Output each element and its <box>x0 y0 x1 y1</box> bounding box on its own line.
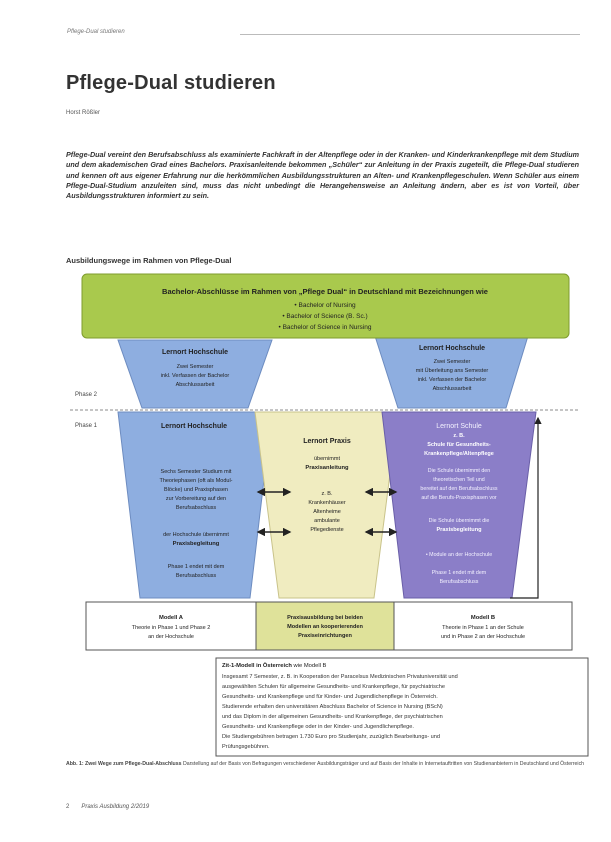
model-a-line: Theorie in Phase 1 und Phase 2 <box>131 625 211 631</box>
infobox-line: Gesundheits- und Krankenpflege oder in der Kinder- und Jugendlichenpflege. <box>222 724 414 730</box>
center-bold: Praxisanleitung <box>305 465 349 471</box>
left-bottom-line: der Hochschule übernimmt <box>163 532 229 538</box>
banner-item: • Bachelor of Science (B. Sc.) <box>282 313 368 320</box>
article-title: Pflege-Dual studieren <box>66 72 276 94</box>
left-top-line: Zwei Semester <box>176 364 214 370</box>
left-bottom-line: Blöcke) und Praxisphasen <box>164 487 228 493</box>
right-bottom-line: auf die Berufs-Praxisphasen vor <box>421 495 497 501</box>
model-b-line: Theorie in Phase 1 an der Schule <box>442 625 524 631</box>
praxis-model-line: Praxiseinrichtungen <box>298 633 352 639</box>
left-top-line: Abschlussarbeit <box>175 382 215 388</box>
right-bottom-line: theoretischen Teil und <box>433 477 485 483</box>
left-bottom-bold: Praxisbegleitung <box>172 541 220 547</box>
right-top-line: inkl. Verfassen der Bachelor <box>417 377 487 383</box>
left-top-title: Lernort Hochschule <box>161 349 229 356</box>
praxis-model-line: Praxisausbildung bei beiden <box>287 615 363 621</box>
left-top-line: inkl. Verfassen der Bachelor <box>160 373 230 379</box>
right-bottom-bold-line: Krankenpflege/Altenpflege <box>424 451 494 457</box>
right-top-line: Abschlussarbeit <box>432 386 472 392</box>
banner-item: • Bachelor of Nursing <box>294 302 356 309</box>
center-line: ambulante <box>314 518 340 524</box>
left-bottom-title: Lernort Hochschule <box>160 423 228 430</box>
center-line: Altenheime <box>313 509 341 515</box>
center-line: Krankenhäuser <box>308 500 346 506</box>
right-top-line: Zwei Semester <box>433 359 471 365</box>
left-bottom-line: Theoriephasen (oft als Modul- <box>159 478 233 484</box>
infobox-title-line <box>222 662 327 669</box>
center-line: z. B. <box>321 491 333 497</box>
right-bottom-line: Berufsabschluss <box>439 579 479 585</box>
left-bottom-line: Berufsabschluss <box>175 505 217 511</box>
model-b-line: Modell B <box>470 615 496 621</box>
model-a-line: Modell A <box>159 615 183 621</box>
infobox-line: Prüfungsgebühren. <box>222 744 270 750</box>
right-bottom-title: Lernort Schule <box>436 423 482 430</box>
banner-item: • Bachelor of Science in Nursing <box>278 324 372 331</box>
left-bottom-line: Sechs Semester Studium mit <box>160 469 232 475</box>
infobox-line: Die Studiengebühren betragen 1.730 Euro pro Studienjahr, zuzüglich Bearbeitungs- und <box>222 734 440 740</box>
model-a-line: an der Hochschule <box>148 634 194 640</box>
page-footer <box>66 804 149 810</box>
infobox-line: Studierende erhalten den universitären Abschluss Bachelor of Science in Nursing (BScN) <box>222 704 443 710</box>
center-title: Lernort Praxis <box>303 438 351 445</box>
left-bottom-line: Phase 1 endet mit dem <box>167 564 225 570</box>
left-bottom-line: Berufsabschluss <box>175 573 217 579</box>
right-top-title: Lernort Hochschule <box>418 345 486 352</box>
infobox-line: ausgewählten Schulen für allgemeine Gesundheits- und Krankenpflege, für psychiatrische <box>222 684 445 690</box>
right-bottom-bold-line: Schule für Gesundheits- <box>427 442 491 448</box>
right-bottom-line: Die Schule übernimmt den <box>427 468 491 474</box>
caption-label: Abb. 1: Zwei Wege zum Pflege-Dual-Abschluss <box>66 761 182 767</box>
banner-title: Bachelor-Abschlüsse im Rahmen von „Pflege Dual“ in Deutschland mit Bezeichnungen wie <box>162 287 488 296</box>
right-bottom-line: Phase 1 endet mit dem <box>431 570 487 576</box>
intro-paragraph: Pflege-Dual vereint den Berufsabschluss als examinierte Fachkraft in der Altenpflege oder in der Kranken- und Kinderkrankenpflege mit dem Studium und dem akademischen Grad eines Bachelors. Praxisanleitende bekommen „Schüler“ zur Anleitung in der Praxis zugeteilt, die Pflege-Dual studieren und kennen oft aus eigener Erfahrung nur die herkömmlichen Ausbildungsstrukturen an Alten- und Krankenpflegeschulen. Wenn Schüler aus einem Pflege-Dual-Studium anzuleiten sind, muss das nicht unbedingt die Herangehensweise an Anleitung ändern, aber es ist von Vorteil, über Ausbildungsstrukturen informiert zu sein. <box>66 150 579 201</box>
right-bottom-bold: Praxisbegleitung <box>436 527 482 533</box>
running-head: Pflege-Dual studieren <box>67 29 125 35</box>
publication-name: Praxis Ausbildung 2/2019 <box>81 804 150 810</box>
diagram-heading: Ausbildungswege im Rahmen von Pflege-Dual <box>66 256 232 265</box>
page-number: 2 <box>66 804 70 810</box>
caption-text: Darstellung auf der Basis von Befragungen verschiedener Ausbildungsträger und auf Basis der Inhalte in Internetauftritten von Studienanbietern in Deutschland und Österreich <box>181 761 585 767</box>
infobox-line: Insgesamt 7 Semester, z. B. in Kooperation der Paracelsus Medizinischen Privatuniversität und <box>222 674 458 680</box>
right-bottom-line: z. B. <box>453 433 465 439</box>
right-bottom-line: • Module an der Hochschule <box>425 552 493 558</box>
figure-caption <box>66 760 586 768</box>
infobox-title-suffix: wie Modell B <box>291 663 327 669</box>
model-b-line: und in Phase 2 an der Hochschule <box>440 634 526 640</box>
right-top-line: mit Überleitung ans Semester <box>415 368 489 374</box>
praxis-model-line: Modellen an kooperierenden <box>287 624 363 630</box>
phase2-label: Phase 2 <box>75 392 98 398</box>
center-line: Pflegedienste <box>310 527 344 533</box>
phase1-label: Phase 1 <box>75 423 98 429</box>
right-bottom-line: Die Schule übernimmt die <box>428 518 490 524</box>
infobox-line: und das Diplom in der allgemeinen Gesundheits- und Krankenpflege, der psychiatrischen <box>222 714 443 720</box>
left-bottom-line: zur Vorbereitung auf den <box>165 496 227 502</box>
infobox-line: Gesundheits- und Krankenpflege und für Kinder- und Jugendlichenpflege in Österreich. <box>222 694 438 700</box>
center-line: übernimmt <box>314 456 340 462</box>
infobox-title: Zit-1-Modell in Österreich <box>222 663 292 669</box>
author: Horst Rößler <box>66 110 101 116</box>
right-bottom-line: bereitet auf den Berufsabschluss <box>420 486 498 492</box>
